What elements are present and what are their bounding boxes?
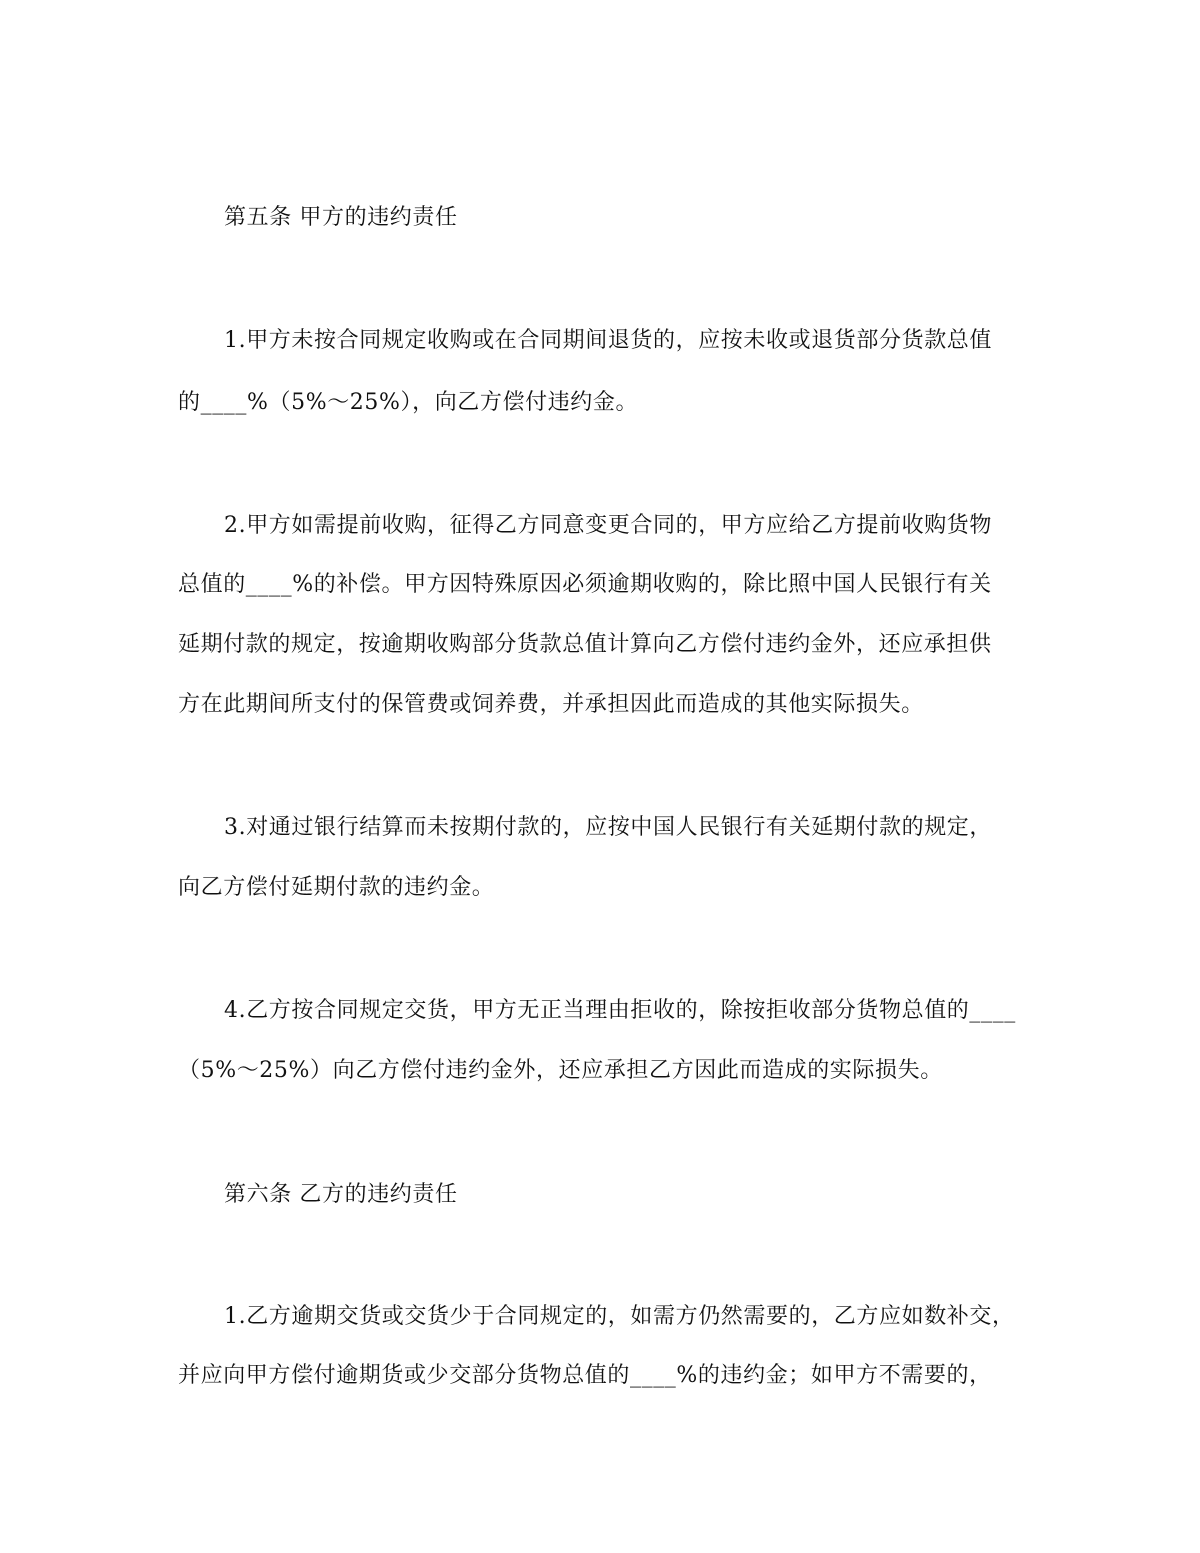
article-5-item-2-line-2: 总值的____%的补偿。甲方因特殊原因必须逾期收购的，除比照中国人民银行有关 — [178, 572, 992, 597]
article-5-item-1-line-1: 1.甲方未按合同规定收购或在合同期间退货的，应按未收或退货部分货款总值 — [224, 328, 992, 353]
article-5-item-4-line-1: 4.乙方按合同规定交货，甲方无正当理由拒收的，除按拒收部分货物总值的____ — [224, 998, 1016, 1023]
article-6-item-1-line-1: 1.乙方逾期交货或交货少于合同规定的，如需方仍然需要的，乙方应如数补交， — [224, 1304, 1015, 1329]
article-5-item-1-line-2: 的____%（5%～25%），向乙方偿付违约金。 — [178, 390, 639, 415]
article-5-item-4-line-2: （5%～25%）向乙方偿付违约金外，还应承担乙方因此而造成的实际损失。 — [178, 1058, 943, 1083]
article-5-item-3-line-2: 向乙方偿付延期付款的违约金。 — [178, 875, 495, 900]
article-5-item-2-line-3: 延期付款的规定，按逾期收购部分货款总值计算向乙方偿付违约金外，还应承担供 — [178, 632, 992, 657]
article-6-heading: 第六条 乙方的违约责任 — [224, 1182, 458, 1207]
article-5-heading: 第五条 甲方的违约责任 — [224, 205, 458, 230]
article-6-item-1-line-2: 并应向甲方偿付逾期货或少交部分货物总值的____%的违约金；如甲方不需要的， — [178, 1363, 992, 1388]
article-5-item-3-line-1: 3.对通过银行结算而未按期付款的，应按中国人民银行有关延期付款的规定， — [224, 815, 992, 840]
article-5-item-2-line-4: 方在此期间所支付的保管费或饲养费，并承担因此而造成的其他实际损失。 — [178, 692, 924, 717]
article-5-item-2-line-1: 2.甲方如需提前收购，征得乙方同意变更合同的，甲方应给乙方提前收购货物 — [224, 513, 992, 538]
